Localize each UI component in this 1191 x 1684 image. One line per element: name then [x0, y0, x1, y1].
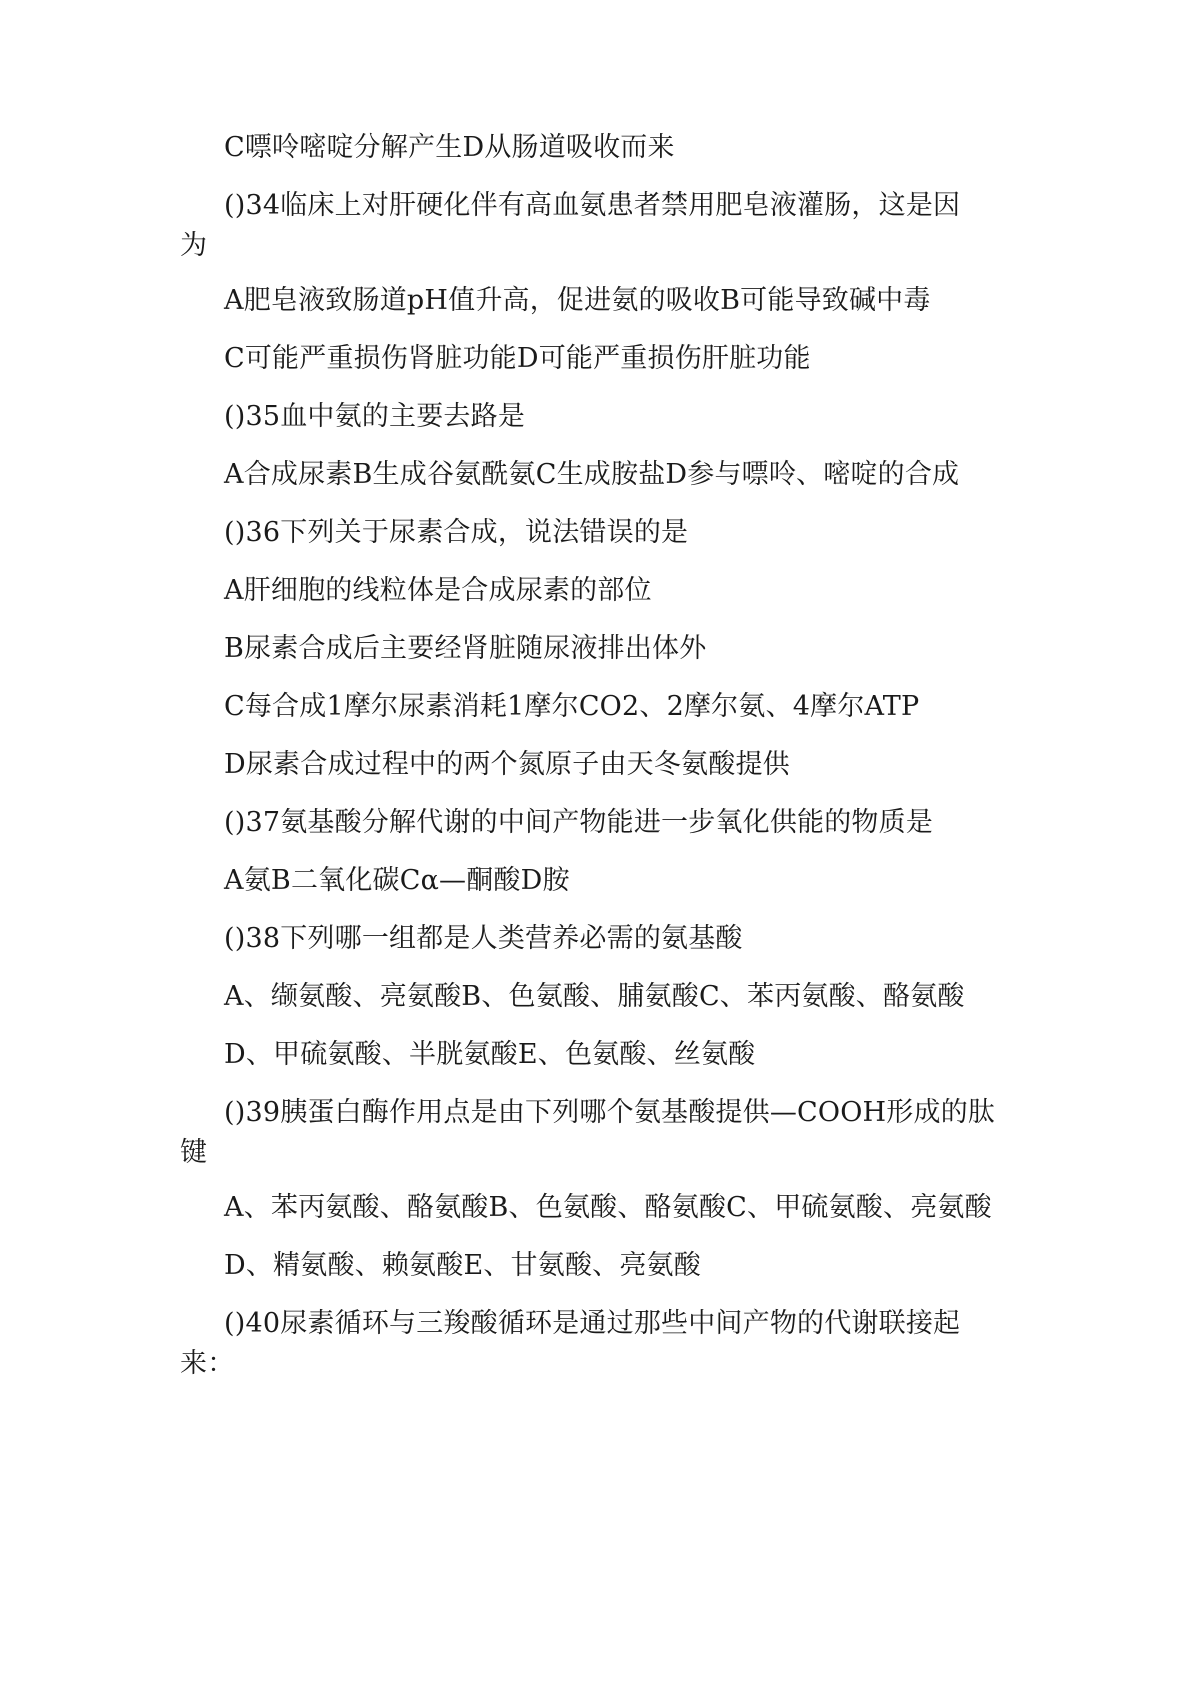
- question-34-options: A肥皂液致肠道pH值升高，促进氨的吸收B可能导致碱中毒: [224, 285, 931, 316]
- question-38-stem: ()38下列哪一组都是人类营养必需的氨基酸: [224, 923, 743, 954]
- question-36-option-b: B尿素合成后主要经肾脏随尿液排出体外: [224, 633, 707, 664]
- question-39-options: A、苯丙氨酸、酪氨酸B、色氨酸、酪氨酸C、甲硫氨酸、亮氨酸: [224, 1192, 992, 1223]
- question-34-stem: ()34临床上对肝硬化伴有高血氨患者禁用肥皂液灌肠，这是因: [224, 190, 961, 221]
- question-36-option-a: A肝细胞的线粒体是合成尿素的部位: [224, 575, 652, 606]
- question-37-stem: ()37氨基酸分解代谢的中间产物能进一步氧化供能的物质是: [224, 807, 934, 838]
- question-37-options: A氨B二氧化碳Cα—酮酸D胺: [224, 865, 570, 896]
- question-38-options: D、甲硫氨酸、半胱氨酸E、色氨酸、丝氨酸: [224, 1039, 756, 1070]
- question-38-options: A、缬氨酸、亮氨酸B、色氨酸、脯氨酸C、苯丙氨酸、酪氨酸: [224, 981, 965, 1012]
- question-39-stem-continued: 键: [180, 1137, 208, 1168]
- question-36-option-d: D尿素合成过程中的两个氮原子由天冬氨酸提供: [224, 749, 790, 780]
- text-line: C嘌呤嘧啶分解产生D从肠道吸收而来: [224, 132, 675, 163]
- question-34-stem-continued: 为: [180, 230, 208, 261]
- question-36-stem: ()36下列关于尿素合成，说法错误的是: [224, 517, 689, 548]
- question-39-stem: ()39胰蛋白酶作用点是由下列哪个氨基酸提供—COOH形成的肽: [224, 1097, 996, 1128]
- question-35-stem: ()35血中氨的主要去路是: [224, 401, 526, 432]
- question-40-stem-continued: 来：: [180, 1348, 235, 1379]
- question-36-option-c: C每合成1摩尔尿素消耗1摩尔CO2、2摩尔氨、4摩尔ATP: [224, 691, 920, 722]
- question-34-options: C可能严重损伤肾脏功能D可能严重损伤肝脏功能: [224, 343, 811, 374]
- question-40-stem: ()40尿素循环与三羧酸循环是通过那些中间产物的代谢联接起: [224, 1308, 961, 1339]
- question-35-options: A合成尿素B生成谷氨酰氨C生成胺盐D参与嘌呤、嘧啶的合成: [224, 459, 960, 490]
- question-39-options: D、精氨酸、赖氨酸E、甘氨酸、亮氨酸: [224, 1250, 701, 1281]
